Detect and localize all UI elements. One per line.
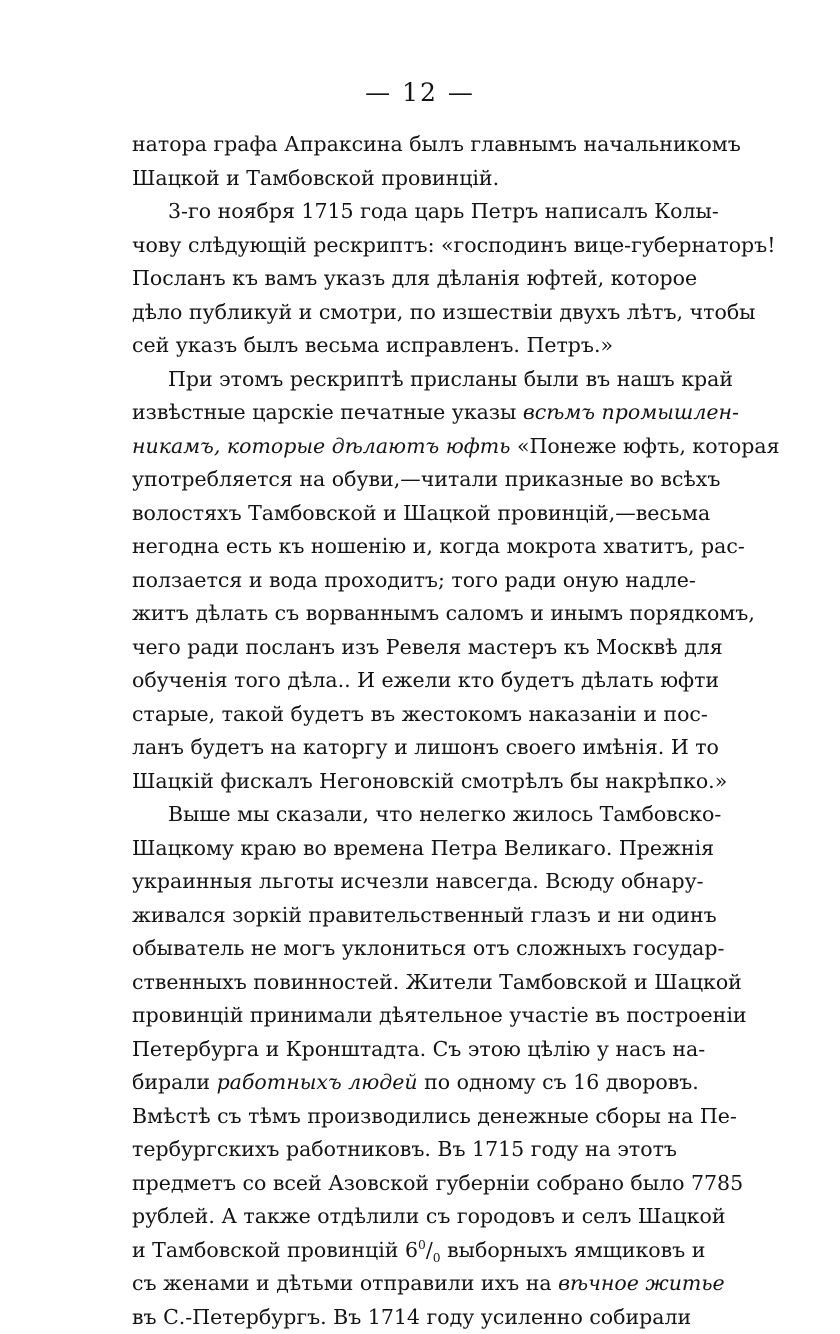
text-line: Вмѣстѣ съ тѣмъ производились денежные сборы на Пе-: [132, 1100, 672, 1134]
italic-text: всѣмъ промышлен-: [523, 400, 739, 424]
text-line: [132, 1267, 672, 1301]
text-segment: по одному съ 16 дворовъ.: [418, 1070, 699, 1094]
text-line: житъ дѣлать съ ворваннымъ саломъ и инымъ порядкомъ,: [132, 597, 672, 631]
text-segment: и Тамбовской провинцій 6: [132, 1238, 418, 1262]
text-line: рублей. А также отдѣлили съ городовъ и селъ Шацкой: [132, 1200, 672, 1234]
text-line: ползается и вода проходитъ; того ради оную надле-: [132, 564, 672, 598]
text-line: обыватель не могъ уклониться отъ сложныхъ государ-: [132, 932, 672, 966]
text-line: Шацкой и Тамбовской провинцій.: [132, 162, 672, 196]
text-line: волостяхъ Тамбовской и Шацкой провинцій,—весьма: [132, 497, 672, 531]
italic-text: работныхъ людей: [217, 1070, 418, 1094]
text-line: [132, 430, 672, 464]
text-line: провинцій принимали дѣятельное участіе въ построеніи: [132, 999, 672, 1033]
text-line: сей указъ былъ весьма исправленъ. Петръ.»: [132, 329, 672, 363]
text-line: старые, такой будетъ въ жестокомъ наказаніи и пос-: [132, 698, 672, 732]
text-line: Петербурга и Кронштадта. Съ этою цѣлію у насъ на-: [132, 1033, 672, 1067]
text-line: живался зоркій правительственный глазъ и ни одинъ: [132, 899, 672, 933]
text-segment: выборныхъ ямщиковъ и: [441, 1238, 706, 1262]
percent-sub: 0: [433, 1251, 441, 1265]
text-line: Посланъ къ вамъ указъ для дѣланія юфтей, которое: [132, 262, 672, 296]
text-line: При этомъ рескриптѣ присланы были въ нашъ край: [132, 363, 672, 397]
body-text: [132, 128, 672, 1334]
page-number: — 12 —: [0, 78, 840, 107]
italic-text: никамъ, которые дѣлаютъ юфть: [132, 434, 510, 458]
text-segment: бирали: [132, 1070, 217, 1094]
text-line: ланъ будетъ на каторгу и лишонъ своего имѣнія. И то: [132, 731, 672, 765]
text-line: въ С.-Петербургъ. Въ 1714 году усиленно собирали: [132, 1301, 672, 1334]
text-line: дѣло публикуй и смотри, по изшествіи двухъ лѣтъ, чтобы: [132, 296, 672, 330]
text-line: ственныхъ повинностей. Жители Тамбовской и Шацкой: [132, 966, 672, 1000]
text-line: Шацкому краю во времена Петра Великаго. Прежнія: [132, 832, 672, 866]
text-line: [132, 1066, 672, 1100]
text-line: чову слѣдующій рескриптъ: «господинъ вице-губернаторъ!: [132, 229, 672, 263]
text-line: Выше мы сказали, что нелегко жилось Тамбовско-: [132, 798, 672, 832]
text-segment: «Понеже юфть, которая: [510, 434, 779, 458]
text-line: обученія того дѣла.. И ежели кто будетъ дѣлать юфти: [132, 664, 672, 698]
text-line: 3-го ноября 1715 года царь Петръ написалъ Колы-: [132, 195, 672, 229]
text-line: Шацкій фискалъ Негоновскій смотрѣлъ бы накрѣпко.»: [132, 765, 672, 799]
italic-text: вѣчное житье: [558, 1271, 725, 1295]
text-line: украинныя льготы исчезли навсегда. Всюду обнару-: [132, 865, 672, 899]
text-segment: съ женами и дѣтьми отправили ихъ на: [132, 1271, 558, 1295]
text-line: натора графа Апраксина былъ главнымъ начальникомъ: [132, 128, 672, 162]
text-line: употребляется на обуви,—читали приказные во всѣхъ: [132, 463, 672, 497]
text-line: тербургскихъ работниковъ. Въ 1715 году на этотъ: [132, 1133, 672, 1167]
text-segment: извѣстные царскіе печатные указы: [132, 400, 523, 424]
text-line: предметъ со всей Азовской губерніи собрано было 7785: [132, 1167, 672, 1201]
text-line: [132, 1234, 672, 1268]
percent-sup: 0: [418, 1238, 426, 1252]
text-line: [132, 396, 672, 430]
text-line: негодна есть къ ношенію и, когда мокрота хватитъ, рас-: [132, 530, 672, 564]
text-line: чего ради посланъ изъ Ревеля мастеръ къ Москвѣ для: [132, 631, 672, 665]
percent-slash: /: [426, 1238, 433, 1262]
